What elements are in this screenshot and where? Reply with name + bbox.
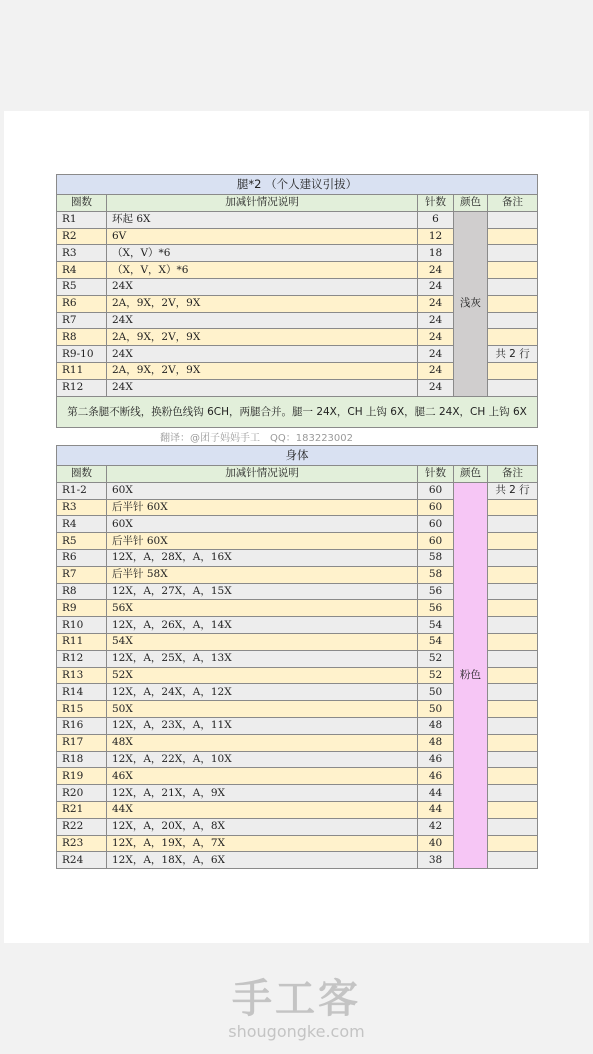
note-cell [488, 379, 538, 396]
stitch-count-cell: 52 [418, 667, 454, 684]
note-cell [488, 801, 538, 818]
round-cell: R17 [57, 734, 107, 751]
note-cell [488, 295, 538, 312]
round-cell: R8 [57, 583, 107, 600]
table-title-row [57, 175, 538, 195]
instruction-cell: 12X，A，21X，A，9X [107, 785, 418, 802]
round-cell: R6 [57, 295, 107, 312]
stitch-count-cell: 50 [418, 684, 454, 701]
instruction-cell: （X，V，X）*6 [107, 262, 418, 279]
stitch-count-cell: 46 [418, 751, 454, 768]
table-footer-row [57, 396, 538, 427]
round-cell: R19 [57, 768, 107, 785]
stitch-count-cell: 56 [418, 583, 454, 600]
round-cell: R1 [57, 211, 107, 228]
instruction-cell: 2A，9X，2V，9X [107, 295, 418, 312]
instruction-cell: 60X [107, 482, 418, 499]
note-cell [488, 617, 538, 634]
instruction-cell: 12X，A，22X，A，10X [107, 751, 418, 768]
instruction-cell: 2A，9X，2V，9X [107, 329, 418, 346]
instruction-cell: （X，V）*6 [107, 245, 418, 262]
note-cell [488, 734, 538, 751]
instruction-cell: 56X [107, 600, 418, 617]
note-cell [488, 549, 538, 566]
instruction-cell: 24X [107, 278, 418, 295]
round-cell: R23 [57, 835, 107, 852]
stitch-count-cell: 56 [418, 600, 454, 617]
instruction-cell: 54X [107, 633, 418, 650]
stitch-count-cell: 44 [418, 785, 454, 802]
stitch-count-cell: 24 [418, 262, 454, 279]
round-cell: R2 [57, 228, 107, 245]
instruction-cell: 12X，A，20X，A，8X [107, 818, 418, 835]
stitch-count-cell: 24 [418, 379, 454, 396]
header-color: 颜色 [454, 195, 488, 212]
stitch-count-cell: 24 [418, 278, 454, 295]
round-cell: R9 [57, 600, 107, 617]
round-cell: R7 [57, 566, 107, 583]
instruction-cell: 12X，A，25X，A，13X [107, 650, 418, 667]
stitch-count-cell: 60 [418, 499, 454, 516]
note-cell [488, 768, 538, 785]
legs-pattern-table [56, 174, 538, 428]
note-cell [488, 650, 538, 667]
instruction-cell: 后半针 58X [107, 566, 418, 583]
table-header-row [57, 466, 538, 483]
note-cell [488, 499, 538, 516]
header-note: 备注 [488, 195, 538, 212]
instruction-cell: 50X [107, 701, 418, 718]
instruction-cell: 12X，A，26X，A，14X [107, 617, 418, 634]
round-cell: R3 [57, 499, 107, 516]
round-cell: R8 [57, 329, 107, 346]
round-cell: R24 [57, 852, 107, 869]
yarn-color-cell: 浅灰 [454, 211, 488, 396]
instruction-cell: 后半针 60X [107, 499, 418, 516]
round-cell: R4 [57, 516, 107, 533]
stitch-count-cell: 60 [418, 482, 454, 499]
translator-credit: 翻译：@团子妈妈手工 QQ：183223002 [160, 433, 354, 444]
site-watermark [0, 976, 593, 1042]
table-row [57, 482, 538, 499]
stitch-count-cell: 46 [418, 768, 454, 785]
instruction-cell: 12X，A，23X，A，11X [107, 717, 418, 734]
round-cell: R20 [57, 785, 107, 802]
round-cell: R12 [57, 379, 107, 396]
stitch-count-cell: 24 [418, 329, 454, 346]
table-title-row [57, 446, 538, 466]
stitch-count-cell: 12 [418, 228, 454, 245]
instruction-cell: 环起 6X [107, 211, 418, 228]
note-cell [488, 211, 538, 228]
header-round: 圈数 [57, 195, 107, 212]
table-title: 身体 [57, 446, 538, 466]
round-cell: R13 [57, 667, 107, 684]
round-cell: R6 [57, 549, 107, 566]
note-cell [488, 566, 538, 583]
round-cell: R5 [57, 533, 107, 550]
stitch-count-cell: 6 [418, 211, 454, 228]
stitch-count-cell: 48 [418, 717, 454, 734]
round-cell: R11 [57, 633, 107, 650]
header-count: 针数 [418, 195, 454, 212]
instruction-cell: 24X [107, 379, 418, 396]
header-round: 圈数 [57, 466, 107, 483]
stitch-count-cell: 54 [418, 617, 454, 634]
stitch-count-cell: 54 [418, 633, 454, 650]
note-cell [488, 312, 538, 329]
stitch-count-cell: 24 [418, 362, 454, 379]
instruction-cell: 2A，9X，2V，9X [107, 362, 418, 379]
header-desc: 加减针情况说明 [107, 466, 418, 483]
table-title: 腿*2 （个人建议引拔） [57, 175, 538, 195]
round-cell: R1-2 [57, 482, 107, 499]
note-cell [488, 701, 538, 718]
stitch-count-cell: 24 [418, 295, 454, 312]
join-legs-note: 第二条腿不断线，换粉色线钩 6CH，两腿合并。腿一 24X，CH 上钩 6X，腿二 24X，CH 上钩 6X [57, 396, 538, 427]
round-cell: R12 [57, 650, 107, 667]
instruction-cell: 48X [107, 734, 418, 751]
instruction-cell: 12X，A，24X，A，12X [107, 684, 418, 701]
note-cell [488, 684, 538, 701]
header-count: 针数 [418, 466, 454, 483]
round-cell: R10 [57, 617, 107, 634]
note-cell [488, 516, 538, 533]
header-desc: 加减针情况说明 [107, 195, 418, 212]
stitch-count-cell: 50 [418, 701, 454, 718]
body-pattern-table [56, 445, 538, 869]
table-row [57, 211, 538, 228]
stitch-count-cell: 60 [418, 533, 454, 550]
round-cell: R7 [57, 312, 107, 329]
note-cell: 共 2 行 [488, 482, 538, 499]
stitch-count-cell: 60 [418, 516, 454, 533]
yarn-color-cell: 粉色 [454, 482, 488, 868]
instruction-cell: 52X [107, 667, 418, 684]
instruction-cell: 46X [107, 768, 418, 785]
note-cell [488, 852, 538, 869]
stitch-count-cell: 48 [418, 734, 454, 751]
round-cell: R15 [57, 701, 107, 718]
note-cell [488, 751, 538, 768]
note-cell: 共 2 行 [488, 346, 538, 363]
round-cell: R3 [57, 245, 107, 262]
header-note: 备注 [488, 466, 538, 483]
note-cell [488, 818, 538, 835]
instruction-cell: 60X [107, 516, 418, 533]
round-cell: R22 [57, 818, 107, 835]
round-cell: R11 [57, 362, 107, 379]
stitch-count-cell: 52 [418, 650, 454, 667]
header-color: 颜色 [454, 466, 488, 483]
stitch-count-cell: 58 [418, 549, 454, 566]
stitch-count-cell: 40 [418, 835, 454, 852]
round-cell: R4 [57, 262, 107, 279]
round-cell: R21 [57, 801, 107, 818]
note-cell [488, 785, 538, 802]
round-cell: R18 [57, 751, 107, 768]
instruction-cell: 后半针 60X [107, 533, 418, 550]
instruction-cell: 24X [107, 312, 418, 329]
round-cell: R14 [57, 684, 107, 701]
stitch-count-cell: 18 [418, 245, 454, 262]
brand-logo: 手工客 [232, 976, 361, 1022]
stitch-count-cell: 42 [418, 818, 454, 835]
note-cell [488, 533, 538, 550]
note-cell [488, 717, 538, 734]
round-cell: R5 [57, 278, 107, 295]
note-cell [488, 362, 538, 379]
note-cell [488, 835, 538, 852]
note-cell [488, 262, 538, 279]
instruction-cell: 44X [107, 801, 418, 818]
note-cell [488, 667, 538, 684]
note-cell [488, 329, 538, 346]
table-header-row [57, 195, 538, 212]
note-cell [488, 278, 538, 295]
note-cell [488, 228, 538, 245]
instruction-cell: 12X，A，27X，A，15X [107, 583, 418, 600]
round-cell: R9-10 [57, 346, 107, 363]
stitch-count-cell: 44 [418, 801, 454, 818]
round-cell: R16 [57, 717, 107, 734]
instruction-cell: 12X，A，19X，A，7X [107, 835, 418, 852]
stitch-count-cell: 58 [418, 566, 454, 583]
note-cell [488, 633, 538, 650]
instruction-cell: 6V [107, 228, 418, 245]
note-cell [488, 583, 538, 600]
instruction-cell: 12X，A，28X，A，16X [107, 549, 418, 566]
stitch-count-cell: 38 [418, 852, 454, 869]
stitch-count-cell: 24 [418, 346, 454, 363]
brand-url: shougongke.com [228, 1022, 365, 1041]
instruction-cell: 24X [107, 346, 418, 363]
instruction-cell: 12X，A，18X，A，6X [107, 852, 418, 869]
stitch-count-cell: 24 [418, 312, 454, 329]
note-cell [488, 245, 538, 262]
note-cell [488, 600, 538, 617]
